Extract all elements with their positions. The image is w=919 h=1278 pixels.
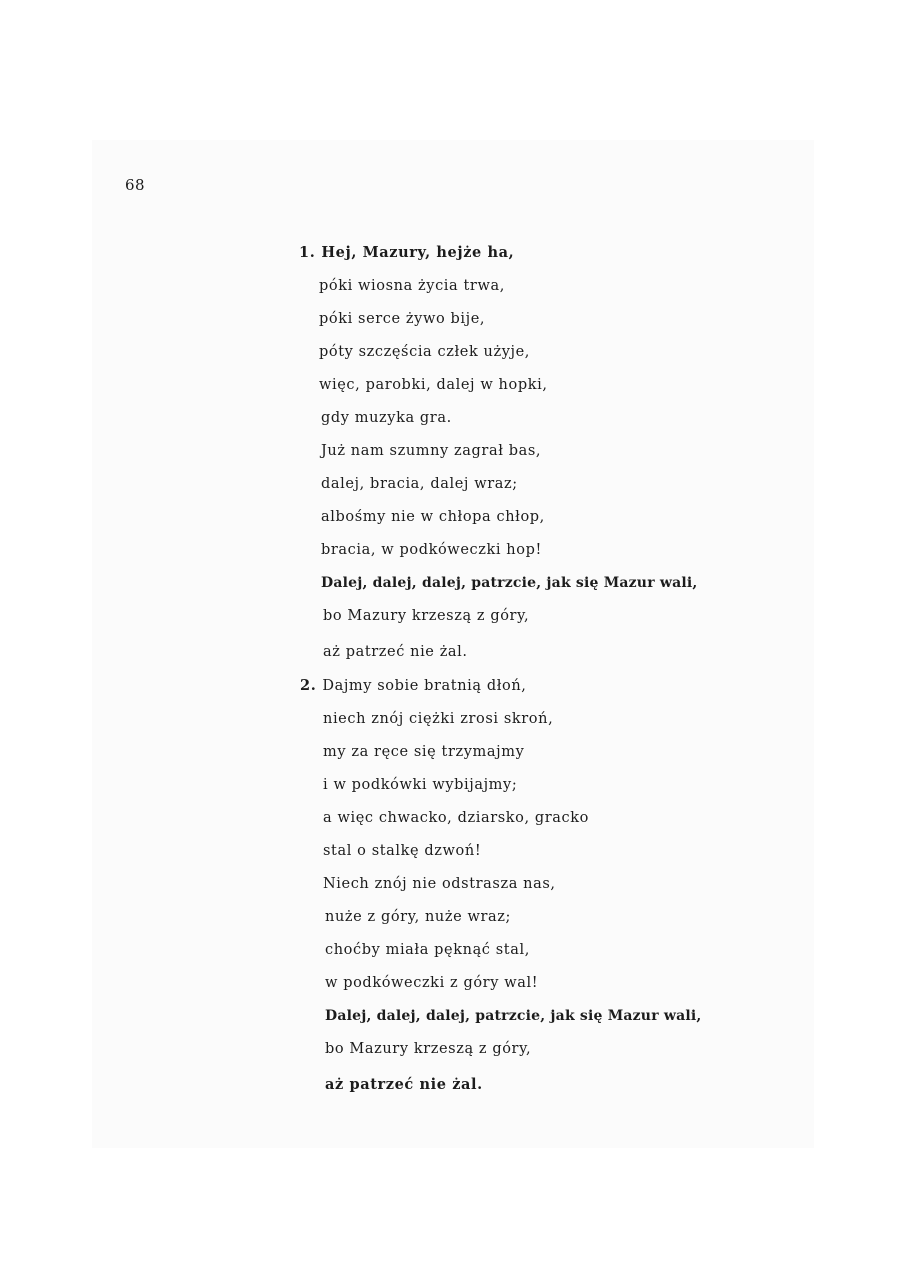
verse-line: póki wiosna życia trwa, xyxy=(319,278,505,294)
page-number: 68 xyxy=(125,176,146,194)
verse-line: póki serce żywo bije, xyxy=(319,311,486,327)
stanza-number: 1. xyxy=(299,244,316,261)
verse-line: my za ręce się trzymajmy xyxy=(323,744,525,760)
refrain-line: aż patrzeć nie żal. xyxy=(325,1076,483,1093)
verse-line: niech znój ciężki zrosi skroń, xyxy=(323,711,554,727)
refrain-line: bo Mazury krzeszą z góry, xyxy=(323,608,530,624)
verse-line: więc, parobki, dalej w hopki, xyxy=(319,377,548,393)
verse-line: w podkóweczki z góry wal! xyxy=(325,975,539,991)
verse-line: póty szczęścia człek użyje, xyxy=(319,344,531,360)
verse-line: a więc chwacko, dziarsko, gracko xyxy=(323,810,589,826)
refrain-line: Dalej, dalej, dalej, patrzcie, jak się Mazur wali, xyxy=(325,1008,702,1024)
verse-line: dalej, bracia, dalej wraz; xyxy=(321,476,518,492)
verse-line: albośmy nie w chłopa chłop, xyxy=(321,509,545,525)
verse-line: gdy muzyka gra. xyxy=(321,410,452,426)
verse-line: i w podkówki wybijajmy; xyxy=(323,777,518,793)
refrain-line: bo Mazury krzeszą z góry, xyxy=(325,1041,532,1057)
verse-line: choćby miała pęknąć stal, xyxy=(325,942,530,958)
verse-line: 1. Hej, Mazury, hejże ha, xyxy=(299,244,515,261)
verse-line: Niech znój nie odstrasza nas, xyxy=(323,876,556,892)
refrain-line: Dalej, dalej, dalej, patrzcie, jak się Mazur wali, xyxy=(321,575,698,591)
verse-line: 2. Dajmy sobie bratnią dłoń, xyxy=(300,677,527,694)
verse-line: Już nam szumny zagrał bas, xyxy=(321,443,542,459)
verse-line: stal o stalkę dzwoń! xyxy=(323,843,482,859)
verse-line: bracia, w podkóweczki hop! xyxy=(321,542,542,558)
verse-line: nuże z góry, nuże wraz; xyxy=(325,909,512,925)
stanza-number: 2. xyxy=(300,677,317,694)
refrain-line: aż patrzeć nie żal. xyxy=(323,644,468,660)
